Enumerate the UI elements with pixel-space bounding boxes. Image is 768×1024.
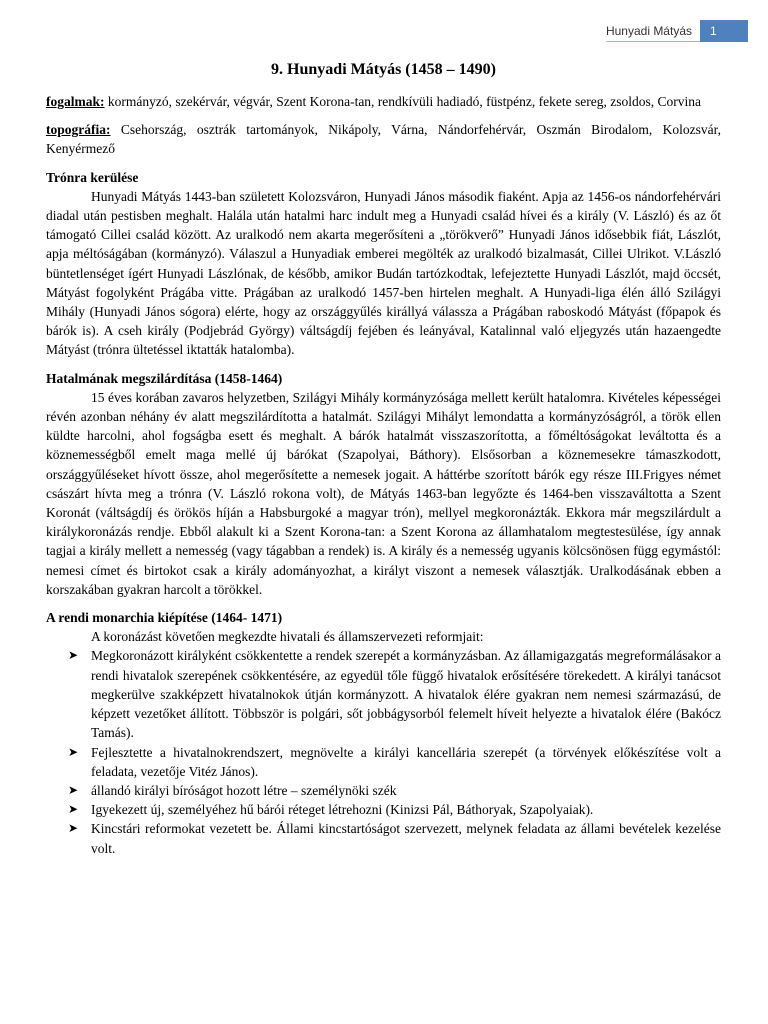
list-item — [46, 646, 721, 742]
list-item-text: Megkoronázott királyként csökkentette a rendek szerepét a kormányzásban. Az államigazgatás megreformálásakor a rendi hivatalok szerepének csökkentésére, az egyedül tőle függő hivatalok erősítésére törekedett. A királyi tanácsot megkerülve szakképzett hivatalnokok útján kormányzott. A hivatalok élére gyakran nem nemesi származású, de képzett vezetőket állított. Többször is polgári, sőt jobbágysorból felemelt híveit helyezte a hivatalok élére (Bakócz Tamás). — [91, 648, 721, 741]
arrow-bullet-icon: ➤ — [68, 648, 79, 663]
concepts-label: fogalmak: — [46, 94, 105, 109]
document-title: 9. Hunyadi Mátyás (1458 – 1490) — [271, 61, 496, 78]
arrow-bullet-icon: ➤ — [68, 802, 79, 817]
section-text-consolidation: 15 éves korában zavaros helyzetben, Szilágyi Mihály kormányzósága mellett került hatalomra. Kivételes képességei révén azonban néhány év alatt megszilárdította a hatalmát. Szilágyi Mihályt lemondatta a kormányzóságról, a török ellen küldte harcolni, ahol fogságba esett és meghalt. A bárók hatalmát visszaszorította, a főméltóságokat leváltotta és a köznemességből emelt maga mellé új bárókat (Szapolyai, Báthory). Elsősorban a köznemesekre támaszkodott, országgyűléseket hívott össze, ahol megerősítette a nemesek jogait. A háttérbe szorított bárók egy része III.Frigyes német császárt hívta meg a trónra (V. László rokona volt), de Mátyás 1463-ban legyőzte és 1464-ben visszaváltotta a Szent Koronát (váltságdíj és örökös híján a Habsburgoké a magyar trón), mellyel megkoronázták. Ekkora már megszilárdult a királykoronázás rendje. Ebből alakult ki a Szent Korona-tan: a Szent Korona az államhatalom megtestesülése, így annak tagjai a király mellett a nemesség (vagy tágabban a rendek) is. A király és a nemesség ugyanis kölcsönösen függ egymástól: nemesi címet és birtokot csak a király adományozhat, a királyt viszont a nemesek választják. Uralkodásának ebben a korszakában gyakran harcolt a törökkel. — [46, 389, 721, 597]
concepts-paragraph — [46, 92, 721, 111]
concepts-text: kormányzó, szekérvár, végvár, Szent Korona-tan, rendkívüli hadiadó, füstpénz, fekete sereg, zsoldos, Corvina — [104, 94, 701, 109]
list-item-text: állandó királyi bíróságot hozott létre – személynöki szék — [91, 782, 397, 798]
arrow-bullet-icon: ➤ — [68, 744, 79, 759]
list-item — [46, 781, 721, 800]
topography-paragraph — [46, 120, 721, 158]
header-title: Hunyadi Mátyás — [606, 20, 700, 42]
list-item-text: Igyekezett új, személyéhez hű bárói réteget létrehozni (Kinizsi Pál, Báthoryak, Szapolyaiak). — [91, 802, 594, 818]
page-header — [606, 20, 748, 42]
page-number: 1 — [700, 20, 748, 42]
section-heading-monarchy: A rendi monarchia kiépítése (1464- 1471) — [46, 610, 283, 626]
section-text-accession: Hunyadi Mátyás 1443-ban született Kolozsváron, Hunyadi János második fiaként. Apja az 1456-os nándorfehérvári diadal után pestisben meghalt. Halála után hatalmi harc indult meg a Hunyadi család hívei és a király (V. László) és az őt támogató Cillei család között. Az uralkodó nem akarta megerősíteni a „törökverő” Hunyadi János idősebbik fiát, Lászlót, apja méltóságában (kormányzó). Válaszul a Hunyadiak emberei megölték az uralkodó bizalmasát, Cillei Ulrikot. V.László büntetlenséget ígért Hunyadi Lászlónak, de később, amikor Budán tartózkodtak, lefejeztette Hunyadi Lászlót, majd öccsét, Mátyást fogolyként Prágába vitte. Prágában az uralkodó 1457-ben hirtelen meghalt. A Hunyadi-liga élén álló Szilágyi Mihály (Hunyadi János sógora) elérte, hogy az országgyűlés királlyá válassza a Prágában raboskodó Mátyást (főpapok és bárók is). A cseh király (Podjebrád György) váltságdíj fejében és leányával, Katalinnal való eljegyzés után hazaengedte Mátyást (trónra ültetéssel iktatták hatalomba). — [46, 188, 721, 358]
arrow-bullet-icon: ➤ — [68, 821, 79, 836]
section-heading-accession: Trónra kerülése — [46, 169, 139, 185]
list-item-text: Fejlesztette a hivatalnokrendszert, megnövelte a királyi kancellária szerepét (a törvények előkészítése volt a feladata, vezetője Vitéz János). — [91, 744, 721, 779]
section-intro-monarchy: A koronázást követően megkezdte hivatali és államszervezeti reformjait: — [91, 629, 484, 645]
section-heading-consolidation: Hatalmának megszilárdítása (1458-1464) — [46, 370, 283, 386]
reform-list — [46, 646, 721, 857]
arrow-bullet-icon: ➤ — [68, 782, 79, 797]
topography-label: topográfia: — [46, 122, 111, 138]
list-item — [46, 743, 721, 781]
list-item — [46, 800, 721, 819]
list-item — [46, 819, 721, 857]
list-item-text: Kincstári reformokat vezetett be. Állami kincstartóságot szervezett, melynek feladata az állami bevételek kezelése volt. — [91, 821, 721, 856]
topography-text: Csehország, osztrák tartományok, Nikápoly, Várna, Nándorfehérvár, Oszmán Birodalom, Kolozsvár, Kenyérmező — [46, 122, 721, 157]
document-body — [46, 60, 721, 858]
